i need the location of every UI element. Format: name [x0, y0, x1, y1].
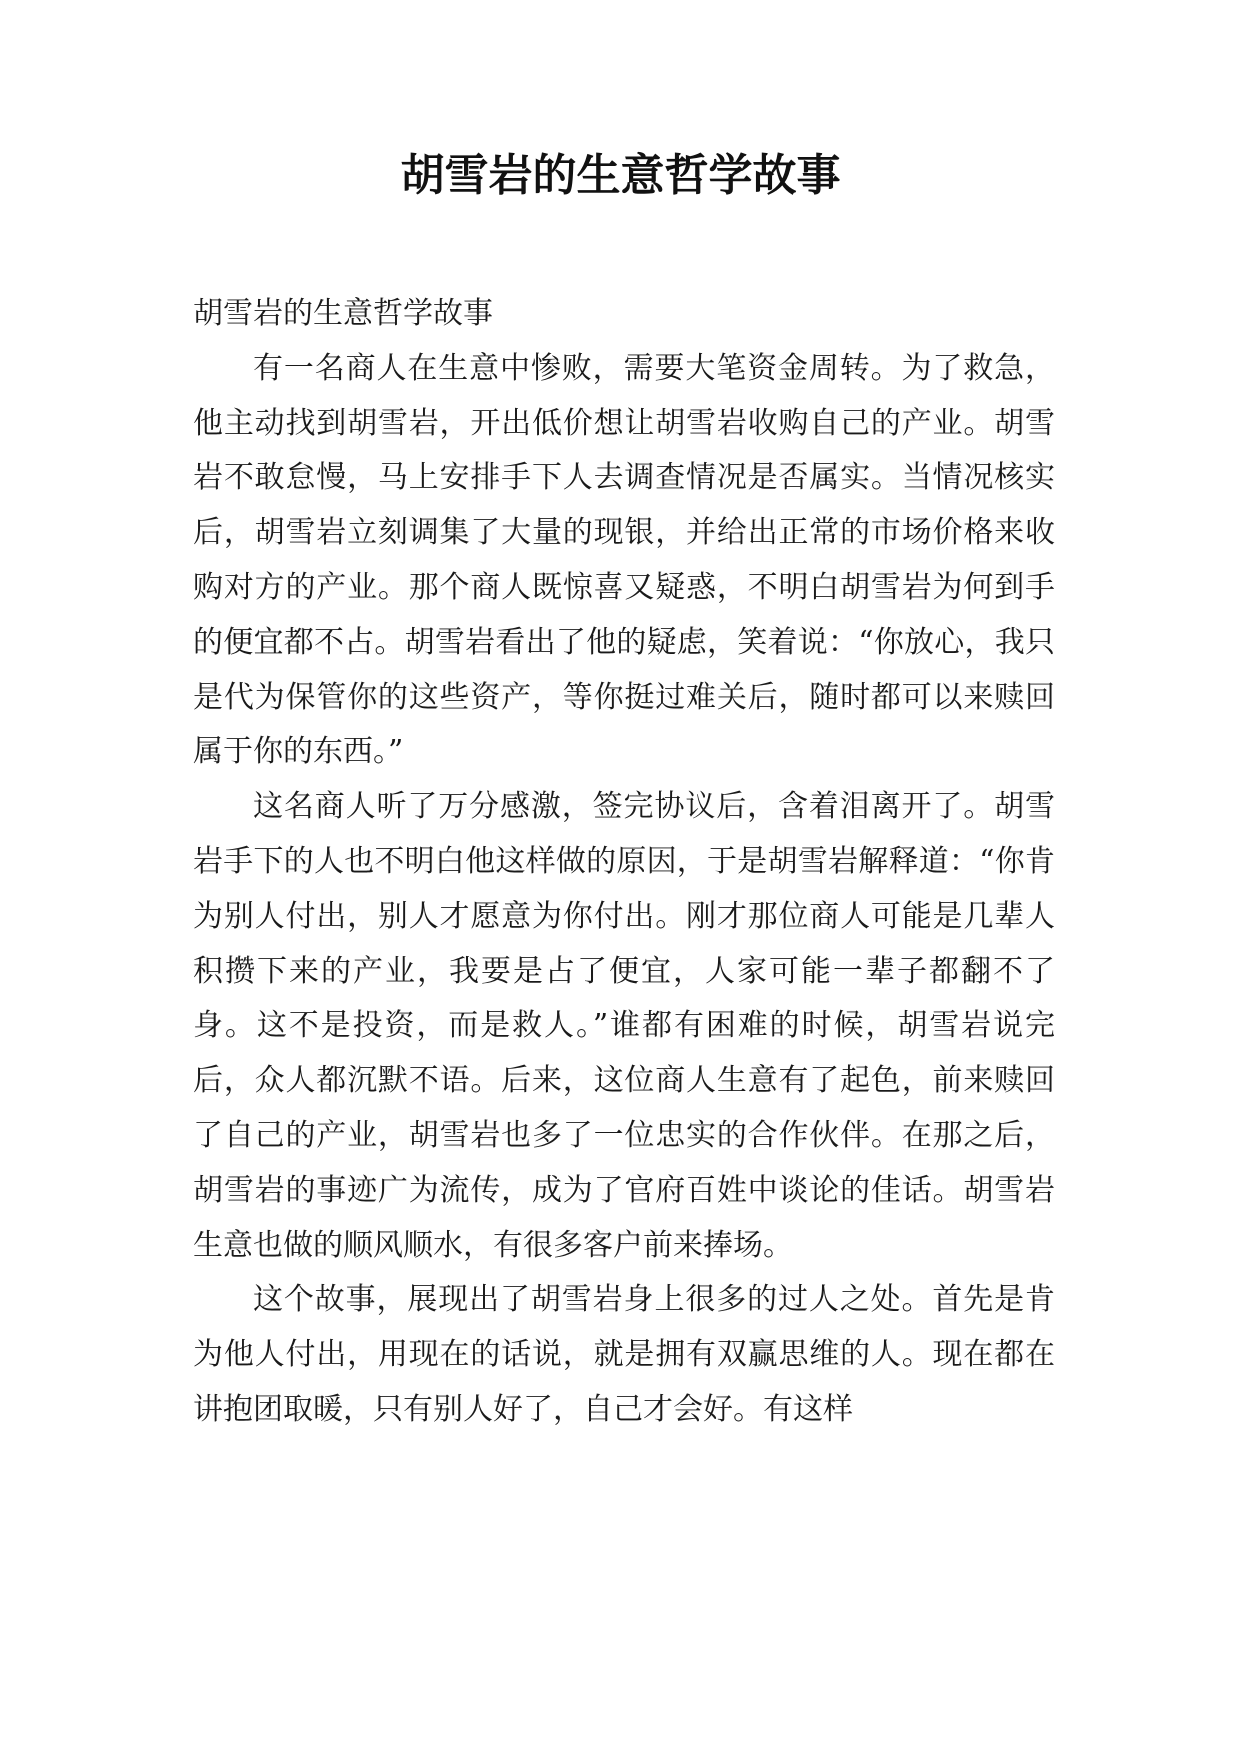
document-title: 胡雪岩的生意哲学故事: [400, 150, 841, 201]
document-subtitle: 胡雪岩的生意哲学故事: [193, 296, 493, 331]
paragraph-1: 有一名商人在生意中惨败，需要大笔资金周转。为了救急，他主动找到胡雪岩，开出低价想让胡雪岩收购自己的产业。胡雪岩不敢怠慢，马上安排手下人去调查情况是否属实。当情况核实后，胡雪岩立刻调集了大量的现银，并给出正常的市场价格来收购对方的产业。那个商人既惊喜又疑惑，不明白胡雪岩为何到手的便宜都不占。胡雪岩看出了他的疑虑，笑着说：“你放心，我只是代为保管你的这些资产，等你挺过难关后，随时都可以来赎回属于你的东西。”: [193, 350, 1055, 770]
paragraph-3: 这个故事，展现出了胡雪岩身上很多的过人之处。首先是肯为他人付出，用现在的话说，就是拥有双赢思维的人。现在都在讲抱团取暖，只有别人好了，自己才会好。有这样: [193, 1282, 1055, 1427]
document-body: [193, 287, 1055, 1438]
paragraph-2: 这名商人听了万分感激，签完协议后，含着泪离开了。胡雪岩手下的人也不明白他这样做的原因，于是胡雪岩解释道：“你肯为别人付出，别人才愿意为你付出。刚才那位商人可能是几辈人积攒下来的产业，我要是占了便宜，人家可能一辈子都翻不了身。这不是投资，而是救人。”谁都有困难的时候，胡雪岩说完后，众人都沉默不语。后来，这位商人生意有了起色，前来赎回了自己的产业，胡雪岩也多了一位忠实的合作伙伴。在那之后，胡雪岩的事迹广为流传，成为了官府百姓中谈论的佳话。胡雪岩生意也做的顺风顺水，有很多客户前来捧场。: [193, 789, 1055, 1263]
